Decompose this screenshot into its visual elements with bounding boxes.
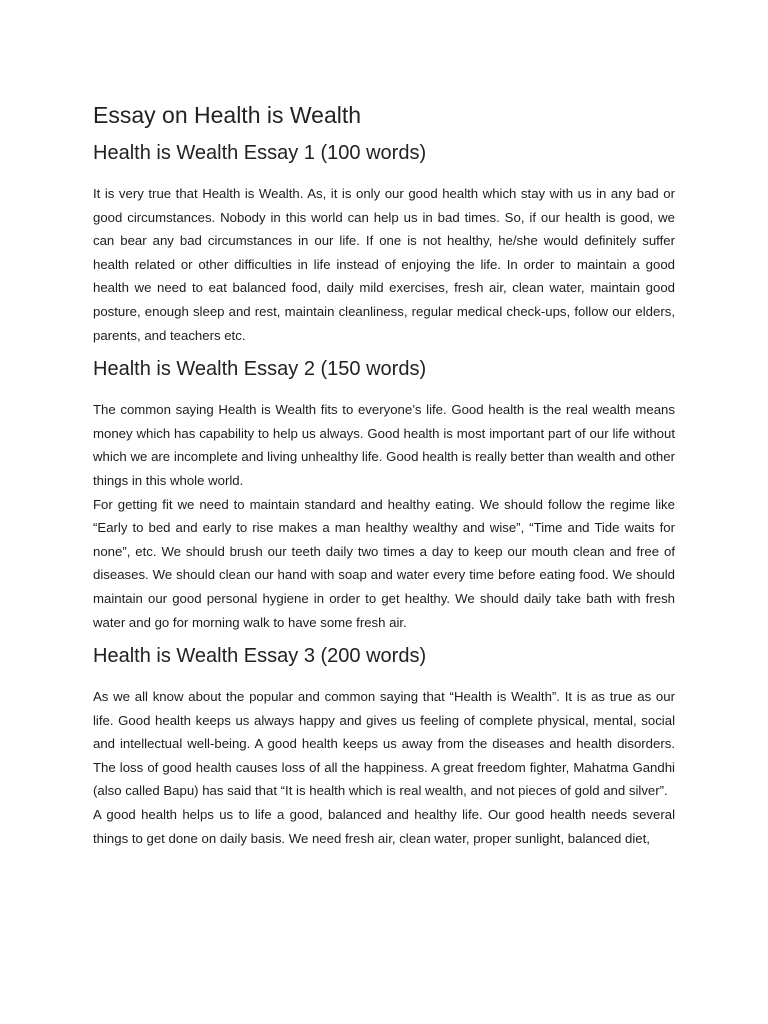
section-heading: Health is Wealth Essay 3 (200 words) <box>93 645 427 668</box>
section-heading: Health is Wealth Essay 2 (150 words) <box>93 358 427 381</box>
paragraph: A good health helps us to life a good, balanced and healthy life. Our good health needs several things to get done on daily basis. We need fresh air, clean water, proper sunlight, balanced diet, <box>93 807 675 846</box>
document-title: Essay on Health is Wealth <box>93 102 362 128</box>
essay-section-3 <box>93 643 675 850</box>
essay-section-2 <box>93 356 675 634</box>
paragraph: For getting fit we need to maintain standard and healthy eating. We should follow the regime like “Early to bed and early to rise makes a man healthy wealthy and wise”, “Time and Tide waits for none”, etc. We should brush our teeth daily two times a day to keep our mouth clean and free of diseases. We should clean our hand with soap and water every time before eating food. We should maintain our good personal hygiene in order to get healthy. We should daily take bath with fresh water and go for morning walk to have some fresh air. <box>93 496 675 630</box>
paragraph: It is very true that Health is Wealth. As, it is only our good health which stay with us in any bad or good circumstances. Nobody in this world can help us in bad times. So, if our health is good, we can bear any bad circumstances in our life. If one is not healthy, he/she would definitely suffer health related or other difficulties in life instead of enjoying the life. In order to maintain a good health we need to eat balanced food, daily mild exercises, fresh air, clean water, maintain good posture, enough sleep and rest, maintain cleanliness, regular medical check-ups, follow our elders, parents, and teachers etc. <box>93 186 675 343</box>
essay-section-1 <box>93 140 675 347</box>
paragraph: As we all know about the popular and common saying that “Health is Wealth”. It is as true as our life. Good health keeps us always happy and gives us feeling of complete physical, mental, social and intellectual well-being. A good health keeps us away from the diseases and health disorders. The loss of good health causes loss of all the happiness. A great freedom fighter, Mahatma Gandhi (also called Bapu) has said that “It is health which is real wealth, and not pieces of gold and silver”. <box>93 689 675 799</box>
section-heading: Health is Wealth Essay 1 (100 words) <box>93 142 427 164</box>
paragraph: The common saying Health is Wealth fits to everyone’s life. Good health is the real wealth means money which has capability to help us always. Good health is most important part of our life without which we are incomplete and living unhealthy life. Good health is really better than wealth and other things in this whole world. <box>93 402 675 488</box>
document-page <box>93 100 675 859</box>
